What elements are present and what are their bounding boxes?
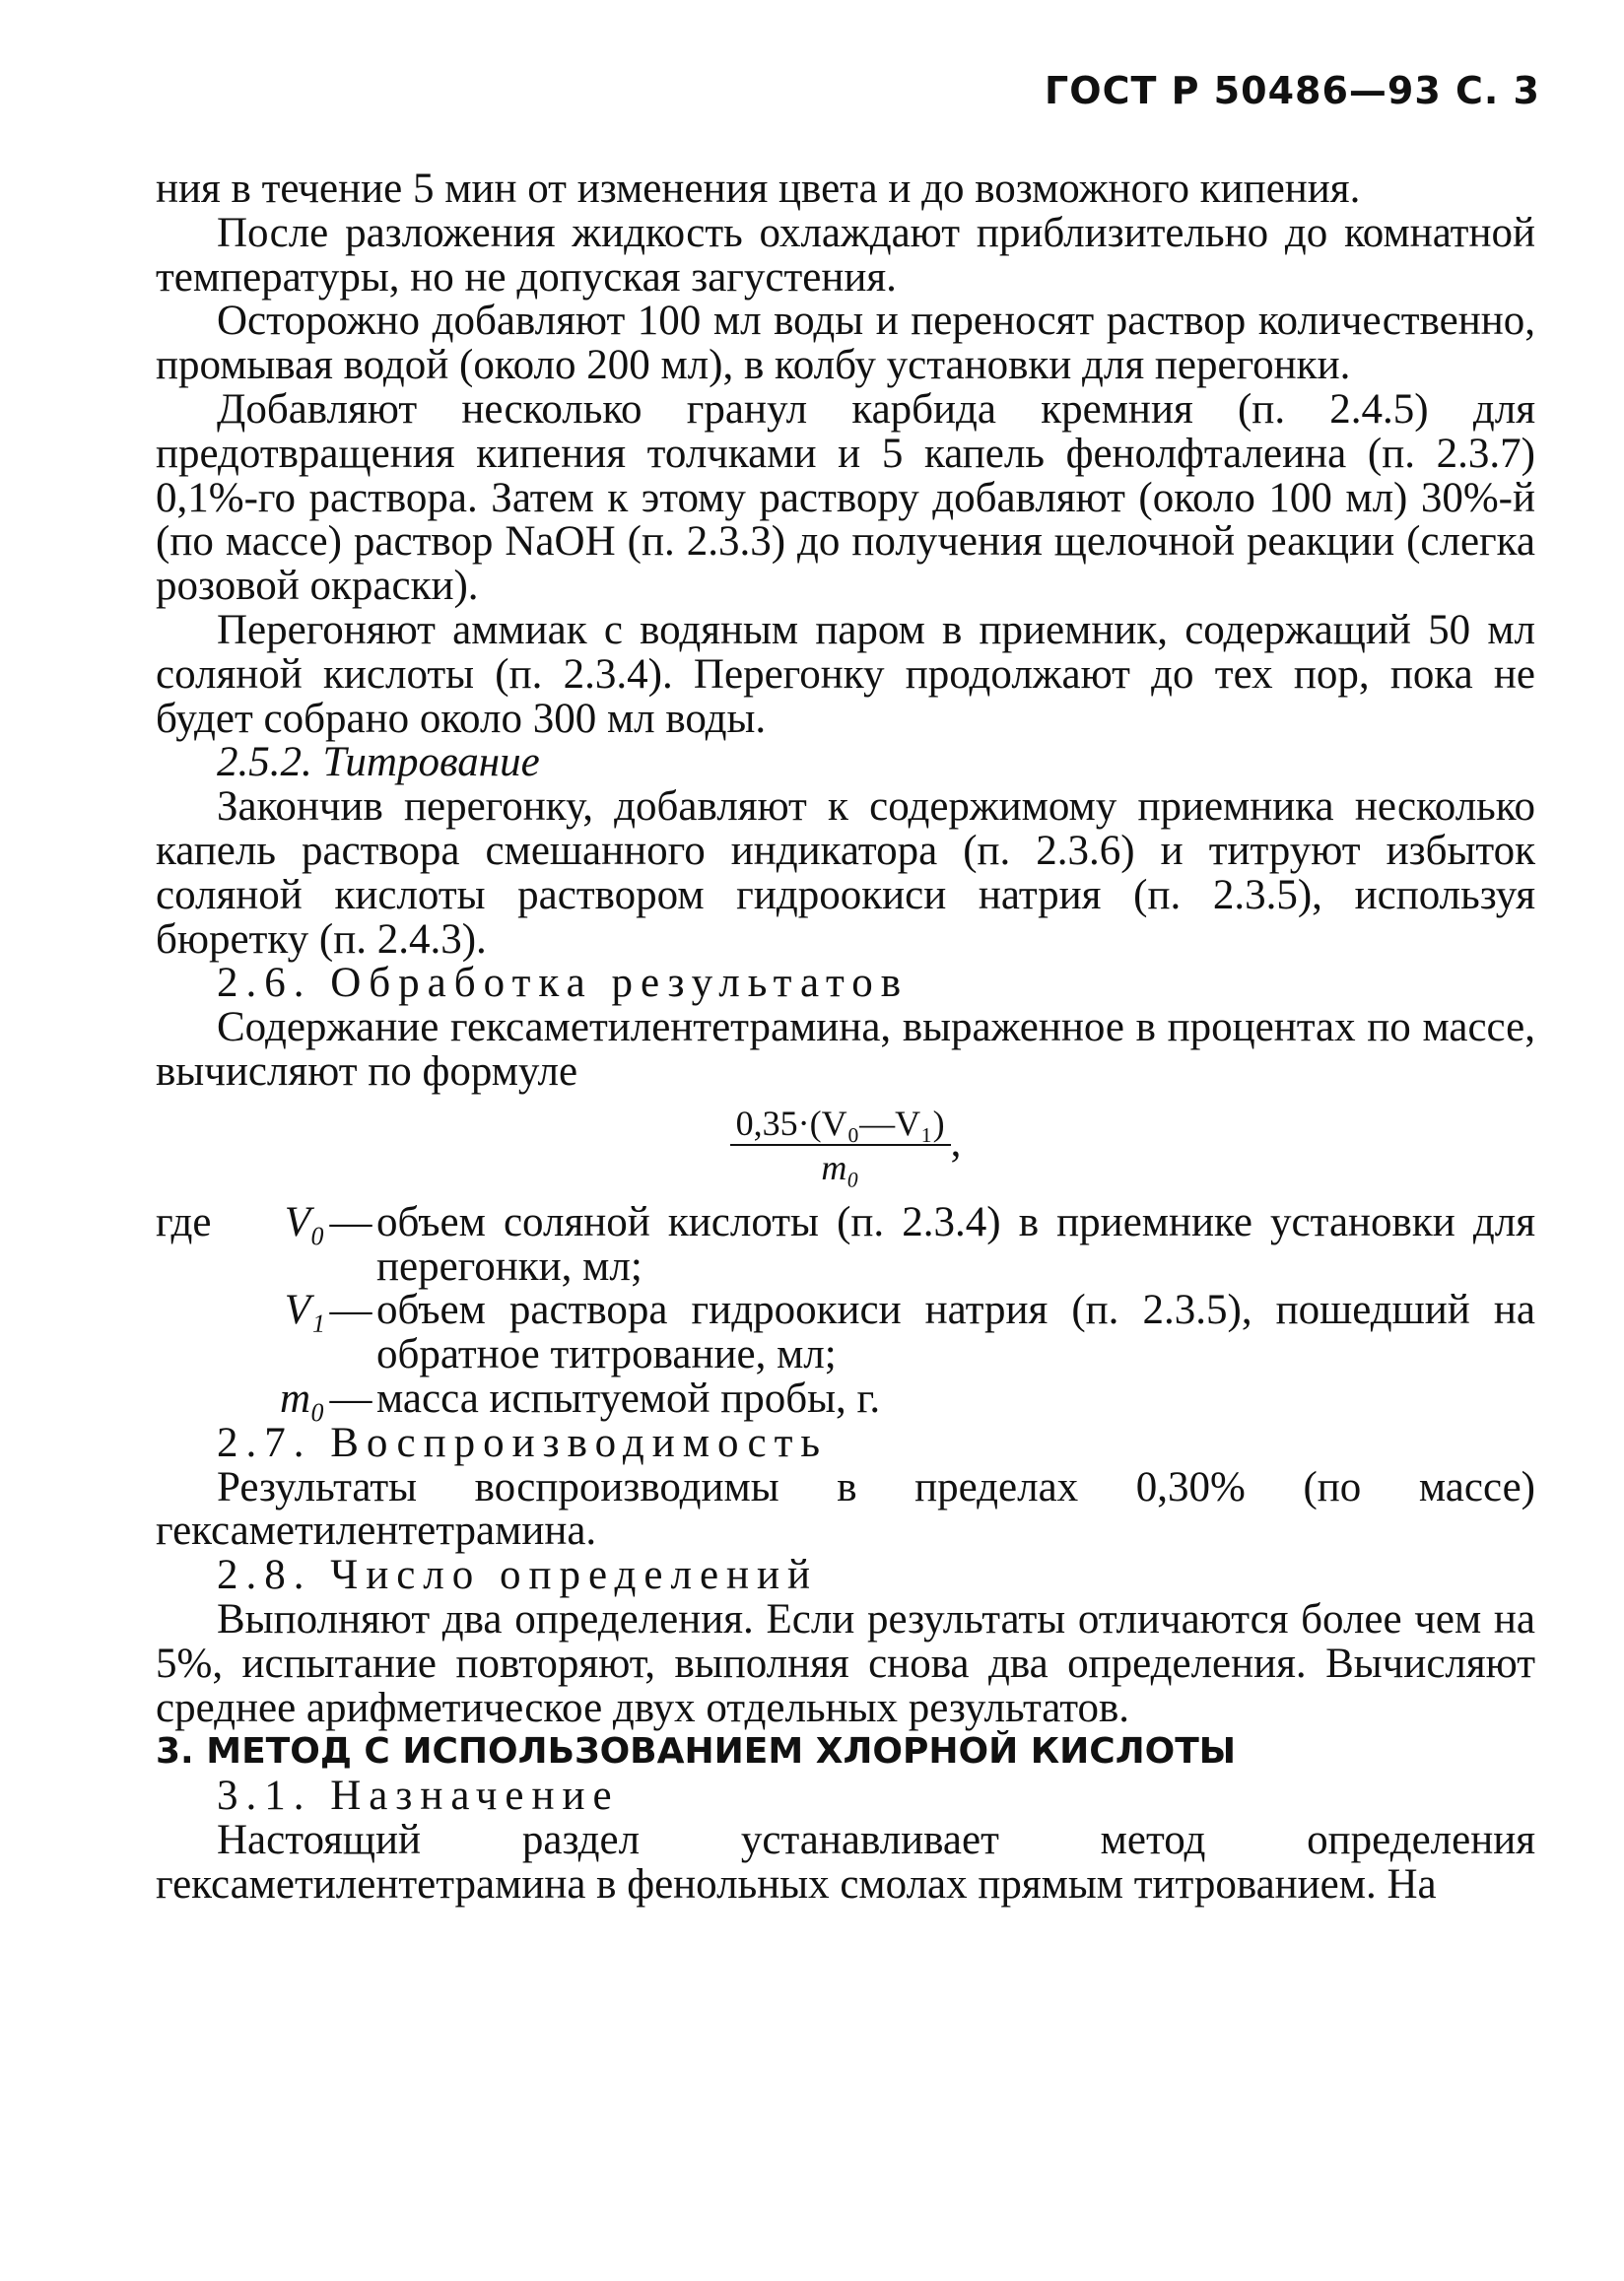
body-text bbox=[156, 168, 1535, 1907]
paragraph: Закончив перегонку, добавляют к содержимому приемника несколько капель раствора смешанного индикатора (п. 2.3.6) и титруют избыток соляной кислоты раствором гидроокиси натрия (п. 2.3.5), используя бюретку (п. 2.4.3). bbox=[156, 783, 1535, 963]
definition-symbol: m₀ bbox=[279, 1375, 325, 1422]
paragraph: После разложения жидкость охлаждают приблизительно до комнатной температуры, но не допуская загустения. bbox=[156, 209, 1535, 301]
subsection-heading: 3.1. Назначение bbox=[217, 1773, 620, 1820]
definition-dash: — bbox=[329, 1198, 372, 1245]
subsection-heading: 2.7. Воспроизводимость bbox=[217, 1419, 829, 1466]
paragraph: Результаты воспроизводимы в пределах 0,30% (по массе) гексаметилентетрамина. bbox=[156, 1463, 1535, 1555]
paragraph: Настоящий раздел устанавливает метод определения гексаметилентетрамина в фенольных смолах прямым титрованием. На bbox=[156, 1816, 1535, 1908]
page-header: ГОСТ Р 50486—93 С. 3 bbox=[1045, 69, 1540, 112]
paragraph: Добавляют несколько гранул карбида кремния (п. 2.4.5) для предотвращения кипения толчками и 5 капель фенолфталеина (п. 2.3.7) 0,1%-го раствора. Затем к этому раствору добавляют (около 100 мл) 30%-й (по массе) раствор NaOH (п. 2.3.3) до получения щелочной реакции (слегка розовой окраски). bbox=[156, 385, 1535, 610]
definition-dash: — bbox=[329, 1287, 372, 1334]
paragraph: Осторожно добавляют 100 мл воды и переносят раствор количественно, промывая водой (около 200 мл), в колбу установки для перегонки. bbox=[156, 298, 1535, 389]
paragraph: Перегоняют аммиак с водяным паром в приемник, содержащий 50 мл соляной кислоты (п. 2.3.4). Перегонку продолжают до тех пор, пока не будет собрано около 300 мл воды. bbox=[156, 606, 1535, 742]
definition-text: объем раствора гидроокиси натрия (п. 2.3.5), пошедший на обратное титрование, мл; bbox=[376, 1287, 1535, 1378]
formula-fraction bbox=[730, 1103, 951, 1189]
paragraph: Содержание гексаметилентетрамина, выраженное в процентах по массе, вычисляют по формуле bbox=[156, 1004, 1535, 1095]
subsection-heading: 2.5.2. Титрование bbox=[217, 739, 540, 786]
formula bbox=[156, 1103, 1535, 1189]
definition-text: объем соляной кислоты (п. 2.3.4) в приемнике установки для перегонки, мл; bbox=[376, 1198, 1535, 1290]
variable-definitions bbox=[156, 1198, 1535, 1422]
paragraph: ния в течение 5 мин от изменения цвета и до возможного кипения. bbox=[156, 166, 1361, 212]
formula-suffix: , bbox=[950, 1118, 962, 1166]
paragraph: Выполняют два определения. Если результаты отличаются более чем на 5%, испытание повторяют, выполняя снова два определения. Вычисляют среднее арифметическое двух отдельных результатов. bbox=[156, 1595, 1535, 1731]
definition-symbol: V₀ bbox=[284, 1198, 325, 1245]
formula-denominator: m₀ bbox=[821, 1147, 859, 1187]
subsection-heading: 2.8. Число определений bbox=[217, 1552, 819, 1599]
definition-row bbox=[156, 1377, 1535, 1422]
formula-numerator: 0,35·(V₀—V₁) bbox=[730, 1103, 951, 1146]
where-label: где bbox=[156, 1198, 212, 1245]
definition-text: масса испытуемой пробы, г. bbox=[376, 1375, 881, 1422]
section-heading: 3. МЕТОД С ИСПОЛЬЗОВАНИЕМ ХЛОРНОЙ КИСЛОТЫ bbox=[156, 1731, 1237, 1773]
subsection-heading: 2.6. Обработка результатов bbox=[217, 960, 909, 1007]
definition-row bbox=[156, 1289, 1535, 1377]
definition-dash: — bbox=[329, 1375, 372, 1422]
definition-symbol: V₁ bbox=[284, 1287, 325, 1334]
definition-row bbox=[156, 1198, 1535, 1290]
